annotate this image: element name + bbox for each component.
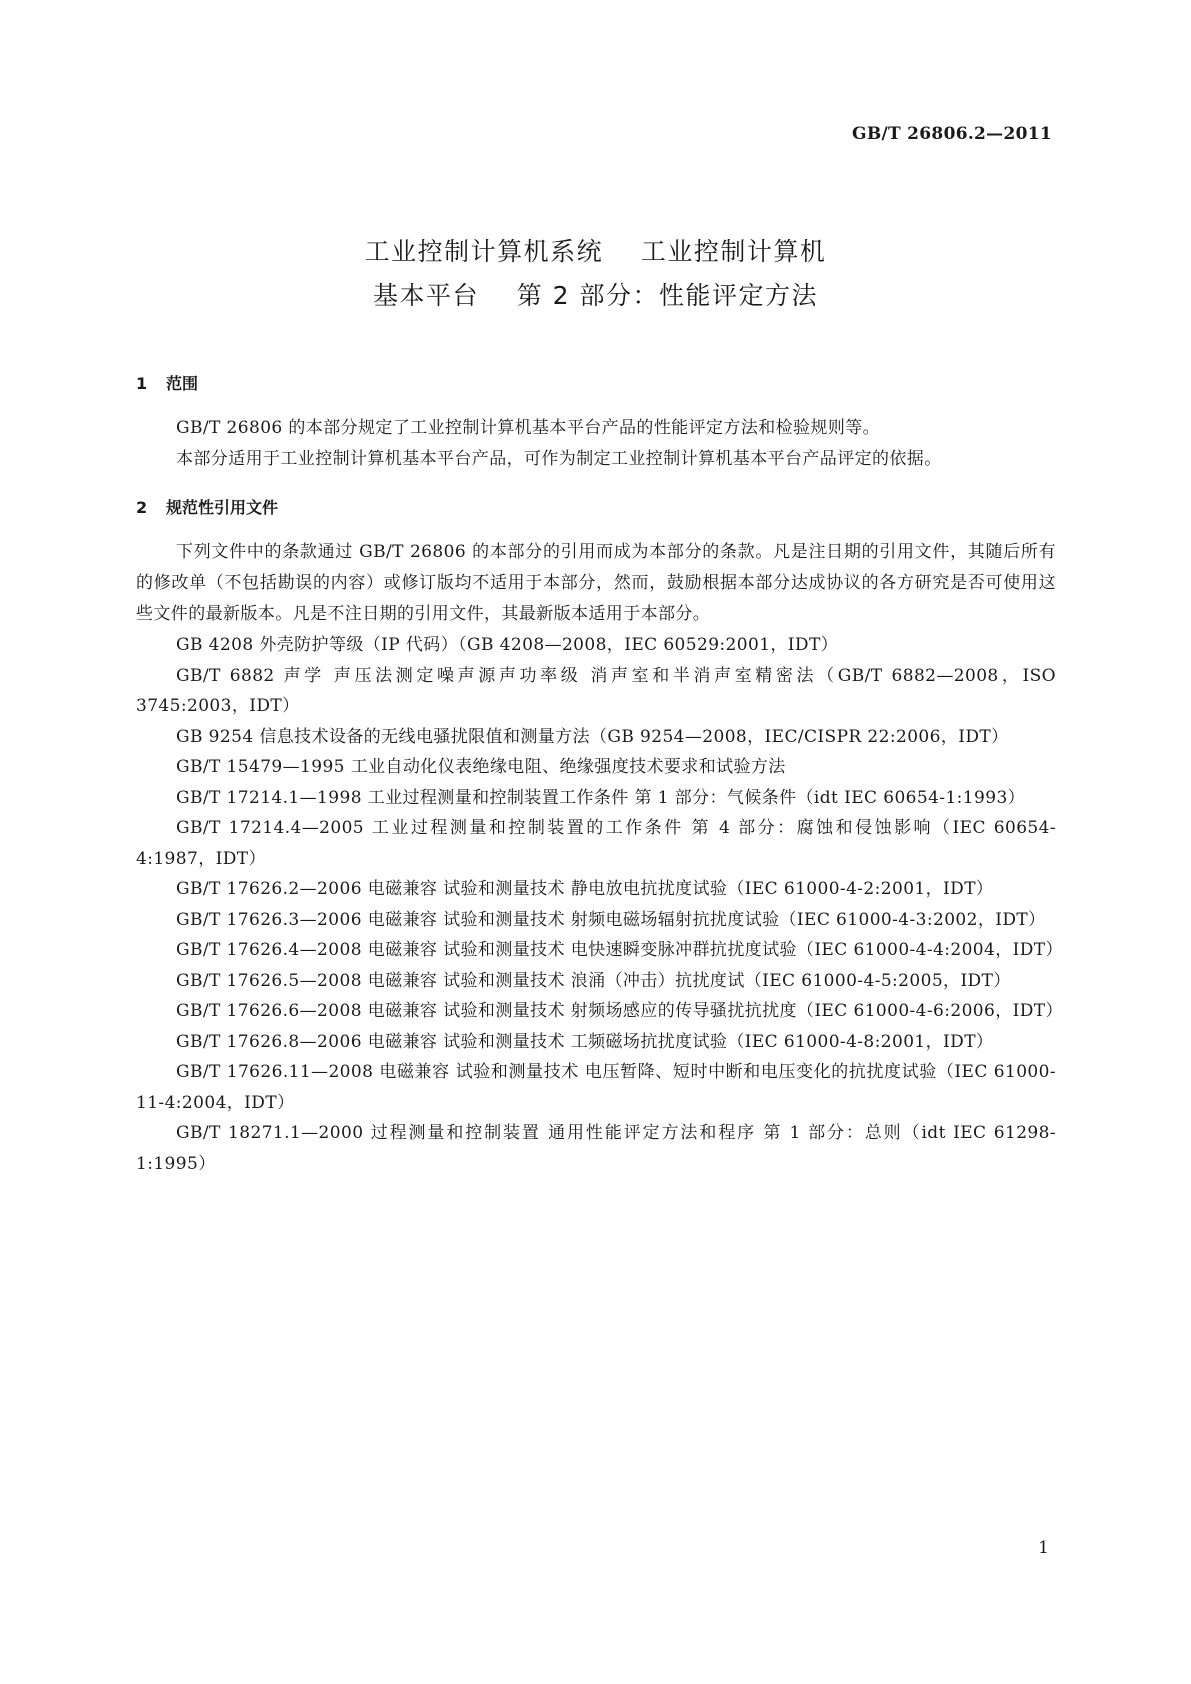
paragraph: 下列文件中的条款通过 GB/T 26806 的本部分的引用而成为本部分的条款。凡是注日期的引用文件，其随后所有的修改单（不包括勘误的内容）或修订版均不适用于本部分，然而，鼓励根据本部分达成协议的各方研究是否可使用这些文件的最新版本。凡是不注日期的引用文件，其最新版本适用于本部分。 [136,542,1056,624]
section-heading [136,492,1056,524]
title-line-1: 工业控制计算机系统 工业控制计算机 [364,237,827,266]
section-normative-references [136,492,1063,1179]
reference-item: GB/T 18271.1—2000 过程测量和控制装置 通用性能评定方法和程序 第 1 部分：总则（idt IEC 61298-1:1995） [136,1123,1056,1174]
reference-item: GB/T 17626.3—2006 电磁兼容 试验和测量技术 射频电磁场辐射抗扰度试验（IEC 61000-4-3:2002，IDT） [176,909,1046,930]
section-number: 2 [136,498,148,517]
reference-item: GB 4208 外壳防护等级（IP 代码）（GB 4208—2008，IEC 60529:2001，IDT） [176,635,839,655]
reference-item: GB/T 17626.11—2008 电磁兼容 试验和测量技术 电压暂降、短时中断和电压变化的抗扰度试验（IEC 61000-11-4:2004，IDT） [136,1062,1056,1113]
reference-item: GB/T 17626.2—2006 电磁兼容 试验和测量技术 静电放电抗扰度试验（IEC 61000-4-2:2001，IDT） [176,879,994,899]
standard-code: GB/T 26806.2—2011 [852,124,1052,144]
reference-item: GB/T 17214.1—1998 工业过程测量和控制装置工作条件 第 1 部分：气候条件（idt IEC 60654-1:1993） [176,787,1026,808]
reference-item: GB/T 17626.4—2008 电磁兼容 试验和测量技术 电快速瞬变脉冲群抗扰度试验（IEC 61000-4-4:2004，IDT） [176,940,1063,960]
page-number: 1 [1038,1538,1049,1558]
title-line-2: 基本平台 第 2 部分：性能评定方法 [372,281,819,310]
document-title [0,230,1191,318]
paragraph: 本部分适用于工业控制计算机基本平台产品，可作为制定工业控制计算机基本平台产品评定的依据。 [176,449,942,469]
document-body [136,368,1063,1179]
reference-item: GB/T 15479—1995 工业自动化仪表绝缘电阻、绝缘强度技术要求和试验方法 [176,757,786,777]
section-title: 规范性引用文件 [166,498,279,517]
reference-item: GB/T 17626.8—2006 电磁兼容 试验和测量技术 工频磁场抗扰度试验（IEC 61000-4-8:2001，IDT） [176,1031,994,1052]
section-title: 范围 [166,374,199,393]
reference-list [136,630,1063,1179]
reference-item: GB/T 17626.6—2008 电磁兼容 试验和测量技术 射频场感应的传导骚扰抗扰度（IEC 61000-4-6:2006，IDT） [176,1001,1063,1021]
reference-item: GB/T 17214.4—2005 工业过程测量和控制装置的工作条件 第 4 部分：腐蚀和侵蚀影响（IEC 60654-4:1987，IDT） [136,818,1056,869]
reference-item: GB/T 17626.5—2008 电磁兼容 试验和测量技术 浪涌（冲击）抗扰度试（IEC 61000-4-5:2005，IDT） [176,970,1011,991]
reference-item: GB/T 6882 声学 声压法测定噪声源声功率级 消声室和半消声室精密法（GB/T 6882—2008，ISO 3745:2003，IDT） [136,665,1056,716]
section-number: 1 [136,374,148,393]
paragraph: GB/T 26806 的本部分规定了工业控制计算机基本平台产品的性能评定方法和检验规则等。 [176,418,881,438]
section-heading [136,368,1056,400]
section-scope [136,368,1056,475]
reference-item: GB 9254 信息技术设备的无线电骚扰限值和测量方法（GB 9254—2008，IEC/CISPR 22:2006，IDT） [176,726,1009,747]
